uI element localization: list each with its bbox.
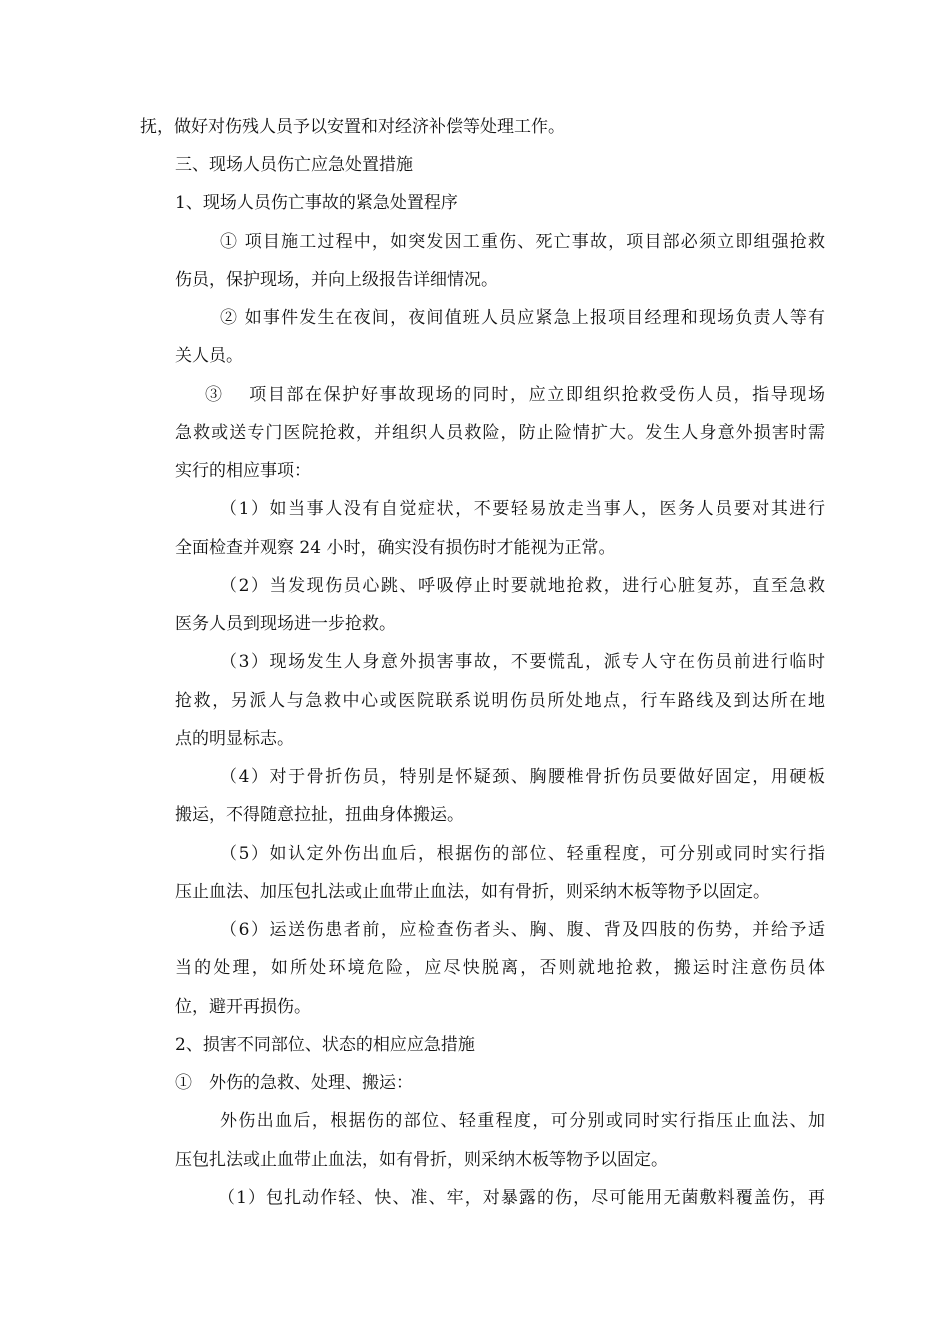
paragraph-line: 急救或送专门医院抢救，并组织人员救险，防止险情扩大。发生人身意外损害时需 — [175, 423, 825, 443]
paragraph-line: 抢救，另派人与急救中心或医院联系说明伤员所处地点，行车路线及到达所在地 — [175, 691, 825, 711]
paragraph-line: 压包扎法或止血带止血法，如有骨折，则采纳木板等物予以固定。 — [175, 1150, 668, 1170]
paragraph-line: （2）当发现伤员心跳、呼吸停止时要就地抢救，进行心脏复苏，直至急救 — [220, 576, 825, 596]
subsection-heading: 1、现场人员伤亡事故的紧急处置程序 — [175, 193, 458, 213]
subsection-heading: ① 外伤的急救、处理、搬运： — [175, 1073, 413, 1093]
paragraph-line: 搬运，不得随意拉扯，扭曲身体搬运。 — [175, 805, 464, 825]
paragraph-line: 点的明显标志。 — [175, 729, 294, 749]
paragraph-line: 医务人员到现场进一步抢救。 — [175, 614, 396, 634]
paragraph-line: 抚，做好对伤残人员予以安置和对经济补偿等处理工作。 — [140, 117, 565, 137]
paragraph-line: 关人员。 — [175, 346, 243, 366]
subsection-heading: 2、损害不同部位、状态的相应应急措施 — [175, 1035, 475, 1055]
paragraph-line: 全面检查并观察 24 小时，确实没有损伤时才能视为正常。 — [175, 538, 616, 558]
paragraph-line: （1）包扎动作轻、快、准、牢，对暴露的伤，尽可能用无菌敷料覆盖伤，再 — [218, 1188, 825, 1208]
paragraph-line: ③ 项目部在保护好事故现场的同时，应立即组织抢救受伤人员，指导现场 — [205, 385, 825, 405]
paragraph-line: ② 如事件发生在夜间，夜间值班人员应紧急上报项目经理和现场负责人等有 — [220, 308, 825, 328]
paragraph-line: 位，避开再损伤。 — [175, 997, 311, 1017]
paragraph-line: ① 项目施工过程中，如突发因工重伤、死亡事故，项目部必须立即组强抢救 — [220, 232, 825, 252]
paragraph-line: （4）对于骨折伤员，特别是怀疑颈、胸腰椎骨折伤员要做好固定，用硬板 — [220, 767, 825, 787]
section-heading: 三、现场人员伤亡应急处置措施 — [175, 155, 413, 175]
paragraph-line: （6）运送伤患者前，应检查伤者头、胸、腹、背及四肢的伤势，并给予适 — [220, 920, 825, 940]
paragraph-line: （5）如认定外伤出血后，根据伤的部位、轻重程度，可分别或同时实行指 — [220, 844, 825, 864]
paragraph-line: （1）如当事人没有自觉症状，不要轻易放走当事人，医务人员要对其进行 — [220, 499, 825, 519]
paragraph-line: 外伤出血后，根据伤的部位、轻重程度，可分别或同时实行指压止血法、加 — [220, 1111, 825, 1131]
paragraph-line: 伤员，保护现场，并向上级报告详细情况。 — [175, 270, 498, 290]
paragraph-line: （3）现场发生人身意外损害事故，不要慌乱，派专人守在伤员前进行临时 — [220, 652, 825, 672]
paragraph-line: 实行的相应事项： — [175, 461, 311, 481]
paragraph-line: 当的处理，如所处环境危险，应尽快脱离，否则就地抢救，搬运时注意伤员体 — [175, 958, 825, 978]
paragraph-line: 压止血法、加压包扎法或止血带止血法，如有骨折，则采纳木板等物予以固定。 — [175, 882, 770, 902]
